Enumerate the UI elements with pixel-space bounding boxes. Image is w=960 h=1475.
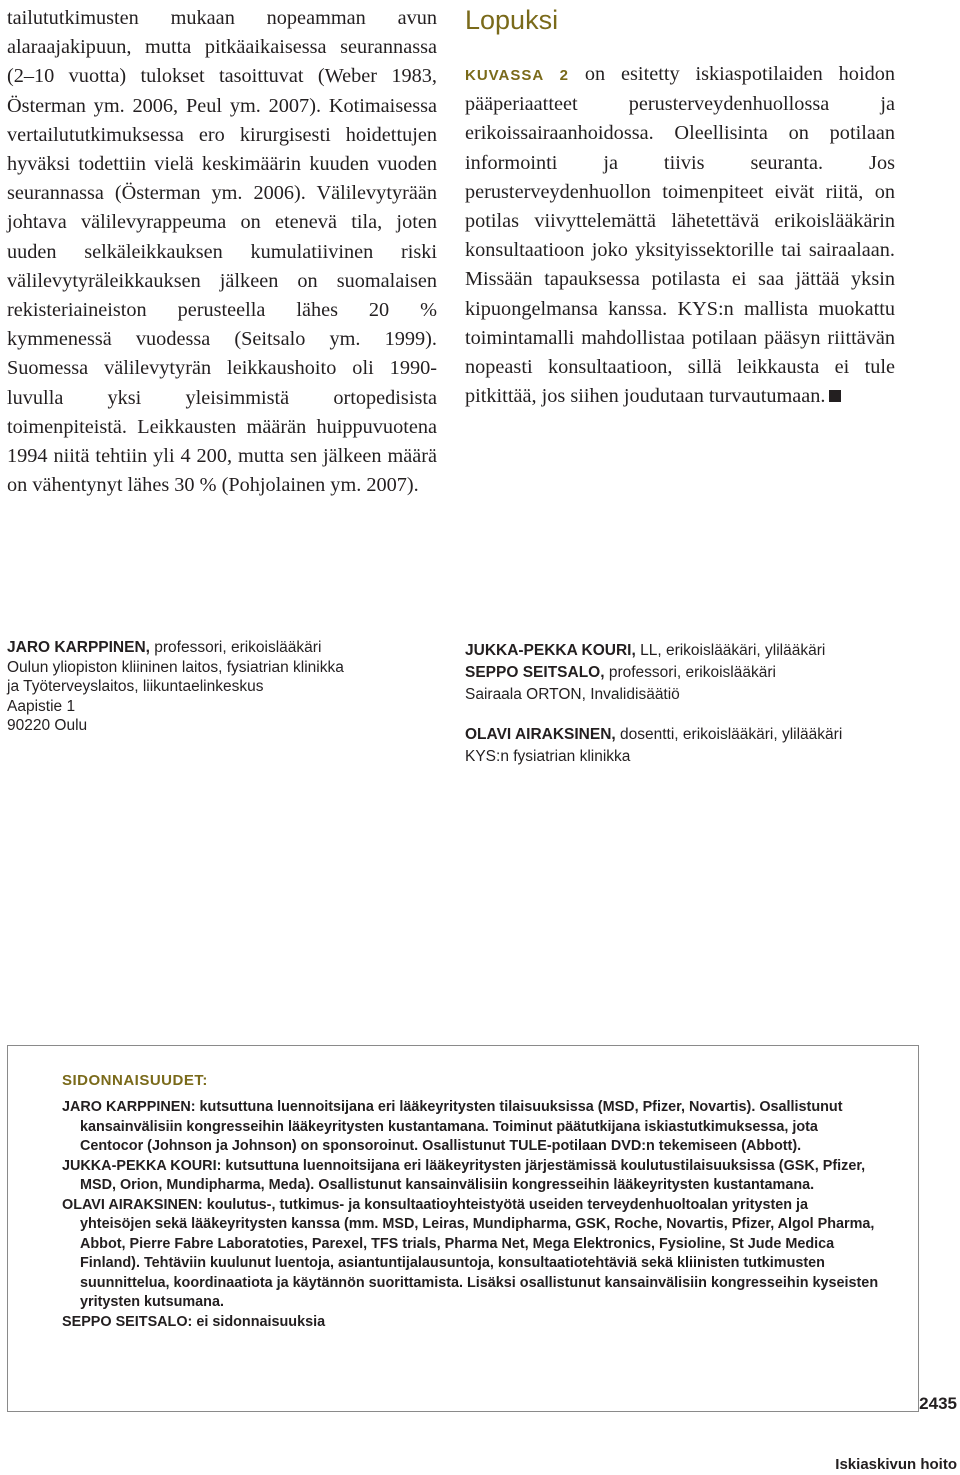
body-paragraph-left: tailututkimusten mukaan nopeamman avun alaraajakipuun, mutta pitkäaikaisessa seurannassa (2–10 vuotta) tulokset tasoittuvat (Weber 1983, Österman ym. 2006, Peul ym. 2007). Kotimaisessa vertailututkimuksessa ero kirurgisesti hoidettujen hyväksi todettiin vielä keskimäärin kuuden vuoden seurannassa (Österman ym. 2006). Välilevytyrään johtava välilevyrappeuma on etenevä tila, joten uuden selkäleikkauksen kumulatiivinen riski välilevytyräleikkauksen jälkeen on suomalaisen rekisteriaineiston perusteella lähes 20 % kymmenessä vuodessa (Seitsalo ym. 1999). Suomessa välilevytyrän leikkaushoito oli 1990-luvulla yksi yleisimmistä ortopedisista toimenpiteistä. Leikkausten määrän huippuvuotena 1994 niitä tehtiin yli 4 200, mutta sen jälkeen määrä on vähentynyt lähes 30 % (Pohjolainen ym. 2007). bbox=[7, 7, 437, 497]
author-title: LL, erikoislääkäri, ylilääkäri bbox=[635, 642, 826, 659]
disclosure-item: JUKKA-PEKKA KOURI: kutsuttuna luennoitsijana eri lääkeyritysten järjestämissä koulutustilaisuuksissa (GSK, Pfizer, MSD, Orion, Mundipharma, Meda). Osallistunut kansainvälisiin kongresseihin lääkeyritysten kustantamana. bbox=[62, 1157, 866, 1193]
author-affiliation: KYS:n fysiatrian klinikka bbox=[465, 748, 631, 765]
body-paragraph-right bbox=[465, 60, 895, 411]
body-column-left bbox=[7, 4, 437, 500]
disclosure-item: OLAVI AIRAKSINEN: koulutus-, tutkimus- ja konsultaatioyhteistyötä useiden terveydenhuoltoalan yritysten ja yhteisöjen sekä lääkeyritysten kanssa (mm. MSD, Leiras, Mundipharma, GSK, Roche, Novartis, Pfizer, Algol Pharma, Abbot, Pierre Fabre Laboratoties, Parexel, TFS trials, Pharma Net, Mega Elektronics, Fysioline, St Jude Medica Finland). Tehtäviin kuulunut luentoja, asiantuntijalausuntoja, konsultaatiotehtäviä sekä kliinisten tutkimusten suunnittelua, koordinaatiota ja käytännön suorittamista. Lisäksi osallistunut kansainvälisiin kongresseihin kyseisten yritysten kutsumana. bbox=[62, 1196, 879, 1310]
author-seitsalo bbox=[465, 662, 935, 684]
address-line: 90220 Oulu bbox=[7, 717, 88, 734]
author-title: dosentti, erikoislääkäri, ylilääkäri bbox=[615, 726, 843, 743]
author-block-left bbox=[7, 638, 447, 736]
author-block-right bbox=[465, 640, 935, 768]
disclosures-box bbox=[7, 1045, 919, 1412]
author-kouri bbox=[465, 640, 935, 662]
disclosure-item: JARO KARPPINEN: kutsuttuna luennoitsijana eri lääkeyritysten tilaisuuksissa (MSD, Pfizer, Novartis). Osallistunut kansainvälisiin kongresseihin lääkeyritysten kustantamana. Toiminut päätutkijana iskiastutkimuksessa, jota Centocor (Johnson ja Johnson) on sponsoroinut. Osallistunut TULE-potilaan DVD:n tekemiseen (Abbott). bbox=[62, 1099, 843, 1154]
body-paragraph-right-text: on esitetty iskiaspotilaiden hoidon pääperiaatteet perusterveydenhuollossa ja erikoissairaanhoidossa. Oleellisinta on potilaan informointi ja tiivis seuranta. Jos perusterveydenhuollon toimenpiteet eivät riitä, on potilas viivyttelemättä lähetettävä erikoislääkärin konsultaatioon joko yksityissektorille tai sairaalaan. Missään tapauksessa potilasta ei saa jättää yksin kipuongelmansa kanssa. KYS:n mallista muokattu toimintamalli mahdollistaa potilaan pääsyn riittävän nopeasti konsultaatioon, sillä leikkausta ei tule pitkittää, jos siihen joudutaan turvautumaan. bbox=[465, 63, 896, 408]
author-title: professori, erikoislääkäri bbox=[604, 664, 776, 681]
author-name: JUKKA-PEKKA KOURI, bbox=[465, 642, 636, 659]
running-title: Iskiaskivun hoito bbox=[835, 1456, 957, 1473]
section-heading: Lopuksi bbox=[465, 5, 559, 35]
article-end-mark bbox=[829, 390, 841, 402]
author-affiliation: Sairaala ORTON, Invalidisäätiö bbox=[465, 686, 680, 703]
body-column-right bbox=[465, 4, 895, 411]
disclosures-list bbox=[62, 1098, 882, 1332]
disclosure-item: SEPPO SEITSALO: ei sidonnaisuuksia bbox=[62, 1313, 326, 1330]
address-line: ja Työterveyslaitos, liikuntaelinkeskus bbox=[7, 678, 264, 695]
author-airaksinen bbox=[465, 724, 935, 746]
author-karppinen bbox=[7, 638, 447, 658]
address-line: Aapistie 1 bbox=[7, 697, 76, 715]
author-name: JARO KARPPINEN, bbox=[7, 639, 150, 656]
address-line: Oulun yliopiston kliininen laitos, fysiatrian klinikka bbox=[7, 658, 344, 676]
author-name: OLAVI AIRAKSINEN, bbox=[465, 726, 616, 743]
author-name: SEPPO SEITSALO, bbox=[465, 664, 605, 681]
disclosures-title: SIDONNAISUUDET: bbox=[62, 1072, 208, 1089]
author-title: professori, erikoislääkäri bbox=[149, 639, 322, 656]
page-number: 2435 bbox=[919, 1394, 957, 1413]
figure-reference: KUVASSA 2 bbox=[465, 67, 569, 84]
